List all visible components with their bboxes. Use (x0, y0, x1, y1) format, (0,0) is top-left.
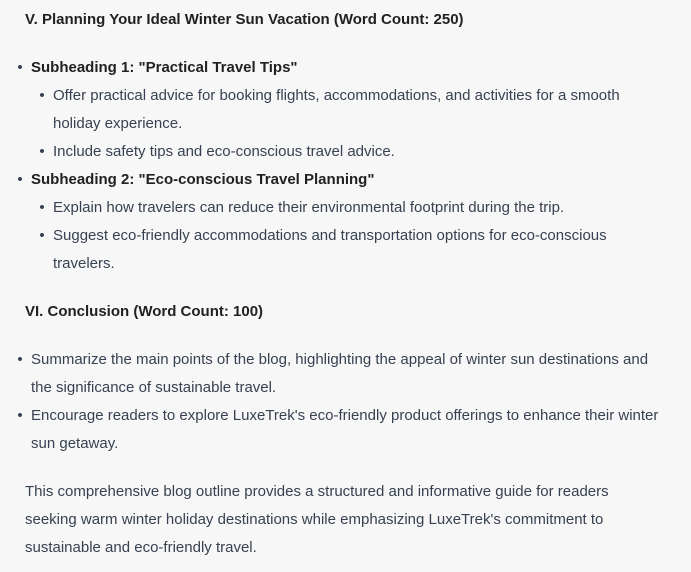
bullet-icon: • (17, 407, 23, 424)
list-item-text: Suggest eco-friendly accommodations and transportation options for eco-conscious travelers. (53, 227, 607, 272)
section-v-heading: V. Planning Your Ideal Winter Sun Vacation (Word Count: 250) (25, 11, 464, 28)
list-item (31, 138, 671, 166)
list-item (31, 222, 671, 278)
conclusion-list (0, 346, 691, 458)
subheading-2-points (31, 194, 671, 278)
subheading-2-title: Subheading 2: "Eco-conscious Travel Planning" (31, 171, 375, 188)
list-item-text: Summarize the main points of the blog, highlighting the appeal of winter sun destinations and the significance of sustainable travel. (31, 351, 649, 396)
list-item-text: Explain how travelers can reduce their environmental footprint during the trip. (53, 199, 565, 216)
bullet-icon: • (39, 227, 45, 244)
list-item-text: Encourage readers to explore LuxeTrek's eco-friendly product offerings to enhance their winter sun getaway. (31, 407, 659, 452)
bullet-icon: • (39, 199, 45, 216)
bullet-icon: • (17, 351, 23, 368)
bullet-icon: • (39, 87, 45, 104)
bullet-icon: • (17, 171, 23, 188)
section-vi-heading: VI. Conclusion (Word Count: 100) (25, 303, 264, 320)
list-item (0, 402, 691, 458)
section-v-list (0, 54, 691, 278)
closing-paragraph: This comprehensive blog outline provides a structured and informative guide for readers seeking warm winter holiday destinations while emphasizing LuxeTrek's commitment to sustainable and eco-friendly travel. (25, 483, 609, 556)
list-item-text: Include safety tips and eco-conscious travel advice. (53, 143, 395, 160)
bullet-icon: • (17, 59, 23, 76)
subheading-1-title: Subheading 1: "Practical Travel Tips" (31, 59, 298, 76)
list-item (0, 54, 691, 166)
list-item (31, 82, 671, 138)
list-item (31, 194, 671, 222)
list-item (0, 166, 691, 278)
list-item (0, 346, 691, 402)
subheading-1-points (31, 82, 671, 166)
bullet-icon: • (39, 143, 45, 160)
list-item-text: Offer practical advice for booking flights, accommodations, and activities for a smooth holiday experience. (53, 87, 620, 132)
